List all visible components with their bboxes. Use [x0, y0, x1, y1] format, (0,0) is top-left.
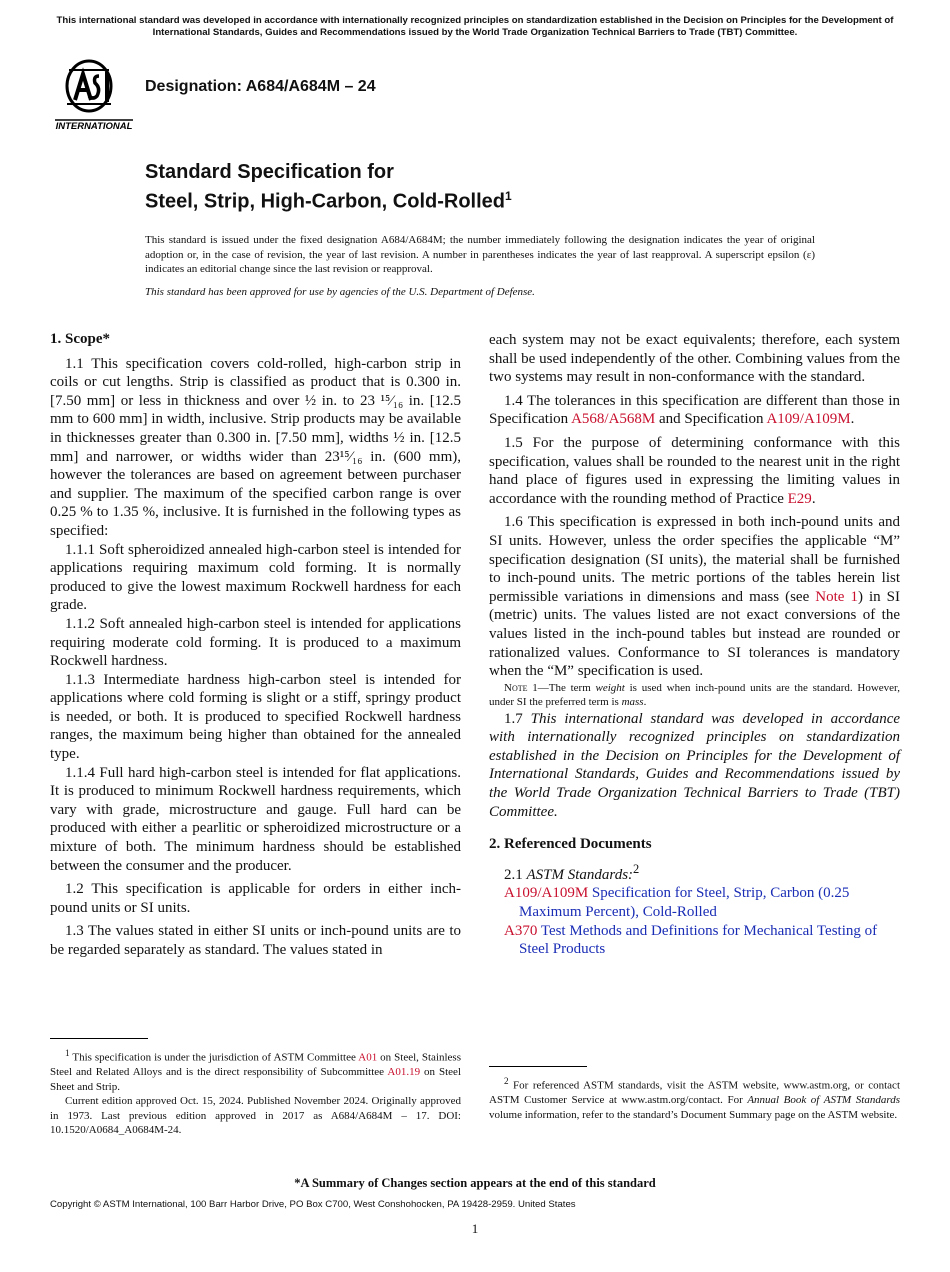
ref-code-a109[interactable]: A109/A109M — [504, 885, 589, 902]
footnote-1-mark: 1 — [65, 1048, 70, 1058]
para-2-1 — [489, 860, 900, 885]
para-1-7-text: This international standard was developed in accordance with internationally recognized principles on standardization established in the Decision on Principles for the Development of International Standards, Guides and Recommendations issued by the World Trade Organization Technical Barriers to Trade (TBT) Committee. — [489, 710, 901, 820]
link-a01-19[interactable]: A01.19 — [387, 1066, 421, 1079]
para-1-4-end: . — [850, 411, 855, 428]
link-note-1[interactable]: Note 1 — [815, 588, 858, 605]
para-1-4-mid: and Specification — [655, 411, 767, 428]
link-a01[interactable]: A01 — [358, 1051, 378, 1064]
left-column — [50, 330, 461, 960]
footnote-1-para — [50, 1046, 461, 1094]
ref-title-a109[interactable]: Specification for Steel, Strip, Carbon (0.25 Maximum Percent), Cold-Rolled — [519, 885, 850, 921]
para-1-3-start: 1.3 The values stated in either SI units or inch-pound units are to be regarded separately as standard. The values stated in — [50, 923, 461, 958]
para-1-1: 1.1 This specification covers cold-rolled, high-carbon strip in coils or cut lengths. Strip is classified as product that is 0.300 in. [7.50 mm] or less in thickness and over ½ in. to 23 ¹⁵⁄₁₆ in. [12.5 mm to 600 mm] in width, inclusive. Strip products may be available in thicknesses greater than 0.300 in. [7.50 mm], widths ½ in. [12.5 mm] and narrower, or widths wider than 23¹⁵⁄₁₆ in. (600 mm), however the tolerances are based on agreement between purchaser and supplier. The maximum of the specified carbon range is over 0.25 % to 1.35 %, inclusive. It is furnished in the following types as specified: — [50, 355, 461, 539]
link-a568[interactable]: A568/A568M — [571, 411, 656, 428]
para-1-1-1: 1.1.1 Soft spheroidized annealed high-carbon steel is intended for applications requiring maximum cold forming. It is normally produced to give the lowest maximum Rockwell hardness for each grade. — [50, 541, 461, 614]
link-a109[interactable]: A109/A109M — [766, 411, 851, 428]
section-referenced-heading: 2. Referenced Documents — [489, 836, 652, 853]
para-1-1-4: 1.1.4 Full hard high-carbon steel is intended for flat applications. It is produced to minimum Rockwell hardness requirements, which vary with grade, microstructure and gauge. Full hard can be produced with either a pearlitic or spheroidized microstructure or a mixture of both. The minimum hardness should be established between the consumer and the producer. — [50, 764, 461, 874]
footnote-1-edition: Current edition approved Oct. 15, 2024. Published November 2024. Originally approved in 1973. Last previous edition approved in 2017 as A684/A684M – 17. DOI: 10.1520/A0684_A0684M-24. — [50, 1095, 461, 1137]
para-1-6 — [489, 513, 900, 680]
page-title — [145, 160, 512, 214]
footnote-2-mark: 2 — [504, 1076, 509, 1086]
right-column — [489, 331, 900, 959]
note-1-weight: weight — [595, 681, 625, 694]
para-1-7 — [489, 710, 900, 822]
note-1-text-a: 1—The term — [527, 681, 596, 694]
footnote-1-text-c: on Steel Sheet and Strip. — [50, 1066, 461, 1093]
ref-code-a370[interactable]: A370 — [504, 922, 538, 939]
section-scope-heading: 1. Scope* — [50, 331, 110, 347]
top-note: This international standard was developed in accordance with internationally recognized principles on standardization established in the Decision on Principles for the Development of International Standards, Guides and Recommendations issued by the World Trade Organization Technical Barriers to Trade (TBT) Committee. — [56, 15, 894, 38]
footnote-2-text-b: volume information, refer to the standard’s Document Summary page on the ASTM website. — [489, 1108, 898, 1121]
title-line-2-text: Steel, Strip, High-Carbon, Cold-Rolled — [145, 190, 505, 213]
note-1-text-b: is used when inch-pound units are the standard. However, under SI the preferred term is — [489, 681, 900, 709]
para-1-7-num: 1.7 — [504, 710, 531, 727]
para-1-5-text: 1.5 For the purpose of determining conformance with this specification, values shall be rounded to the nearest unit in the right hand place of figures used in expressing the limiting values in accordance with the rounding method of Practice — [489, 434, 900, 507]
title-line-1: Standard Specification for — [145, 161, 394, 183]
para-2-1-num: 2.1 — [504, 866, 527, 883]
footnote-2 — [489, 1074, 900, 1122]
ref-item-a109[interactable] — [489, 884, 900, 921]
astm-logo-icon — [53, 56, 135, 132]
footnote-1-text-b: on Steel, Stainless Steel and Related Alloys and is the direct responsibility of Subcommittee — [50, 1051, 461, 1079]
para-1-5-end: . — [811, 490, 816, 507]
link-e29[interactable]: E29 — [787, 490, 812, 507]
para-2-1-footnote-ref: 2 — [633, 861, 640, 876]
para-1-1-2: 1.1.2 Soft annealed high-carbon steel is intended for applications requiring moderate cold forming. It is produced to a maximum Rockwell hardness. — [50, 615, 461, 670]
para-1-1-3: 1.1.3 Intermediate hardness high-carbon steel is intended for applications where cold forming is slight or a stiff, springy product is needed, or both. It is produced to specified Rockwell hardness ranges, the maximum being higher than obtained for the annealed type. — [50, 671, 461, 763]
page-number: 1 — [471, 1221, 479, 1236]
para-1-3-cont: each system may not be exact equivalents; therefore, each system shall be used independently of the other. Combining values from the two systems may result in non-conformance with the standard. — [489, 332, 900, 386]
para-1-4-text: 1.4 The tolerances in this specification are different than those in Specification — [489, 392, 900, 428]
note-1-mass: mass — [621, 696, 644, 709]
summary-of-changes-note: *A Summary of Changes section appears at the end of this standard — [294, 1176, 656, 1190]
title-footnote-ref: 1 — [505, 189, 512, 203]
footnote-1-text-a: This specification is under the jurisdiction of ASTM Committee — [69, 1051, 359, 1064]
note-1 — [489, 681, 900, 710]
title-line-2 — [145, 184, 512, 214]
logo-text: INTERNATIONAL — [55, 121, 133, 132]
para-1-5 — [489, 434, 900, 508]
ref-item-a370[interactable] — [489, 922, 900, 959]
footnote-divider-right — [489, 1066, 587, 1067]
dod-note: This standard has been approved for use by agencies of the U.S. Department of Defense. — [145, 286, 535, 298]
footnote-2-annual-book: Annual Book of ASTM Standards — [747, 1094, 900, 1107]
footnote-1 — [50, 1046, 461, 1138]
footnote-2-para — [489, 1074, 900, 1122]
para-1-6-text: 1.6 This specification is expressed in both inch-pound units and SI units. However, unless the order specifies the applicable “M” specification designation (SI units), the material shall be furnished to inch-pound units. The metric portions of the tables herein list permissible variations in dimensions and mass (see — [489, 514, 900, 605]
note-1-label: Note — [504, 681, 528, 694]
ref-title-a370[interactable]: Test Methods and Definitions for Mechanical Testing of Steel Products — [519, 922, 878, 958]
para-1-6-end: ) in SI (metric) units. The values listed are not exact conversions of the values listed in the inch-pound tables but instead are rounded or rationalized values. Conformance to SI tolerances is mandatory when the “M” specification is used. — [489, 588, 900, 680]
footnote-2-text-a: For referenced ASTM standards, visit the ASTM website, www.astm.org, or contact ASTM Customer Service at www.astm.org/contact. For — [489, 1079, 900, 1107]
copyright: Copyright © ASTM International, 100 Barr Harbor Drive, PO Box C700, West Conshohocken, PA 19428-2959. United States — [50, 1199, 576, 1210]
designation: Designation: A684/A684M – 24 — [145, 78, 376, 95]
note-1-end: . — [643, 696, 647, 709]
para-1-2: 1.2 This specification is applicable for orders in either inch-pound units or SI units. — [50, 881, 461, 916]
footnote-divider-left — [50, 1038, 148, 1039]
issued-note: This standard is issued under the fixed designation A684/A684M; the number immediately following the designation indicates the year of original adoption or, in the case of revision, the year of last revision. A number in parentheses indicates the year of last reapproval. A superscript epsilon (ε) indicates an editorial change since the last revision or reapproval. — [145, 234, 815, 275]
para-2-1-text: ASTM Standards: — [526, 866, 634, 883]
para-1-4 — [489, 392, 900, 429]
